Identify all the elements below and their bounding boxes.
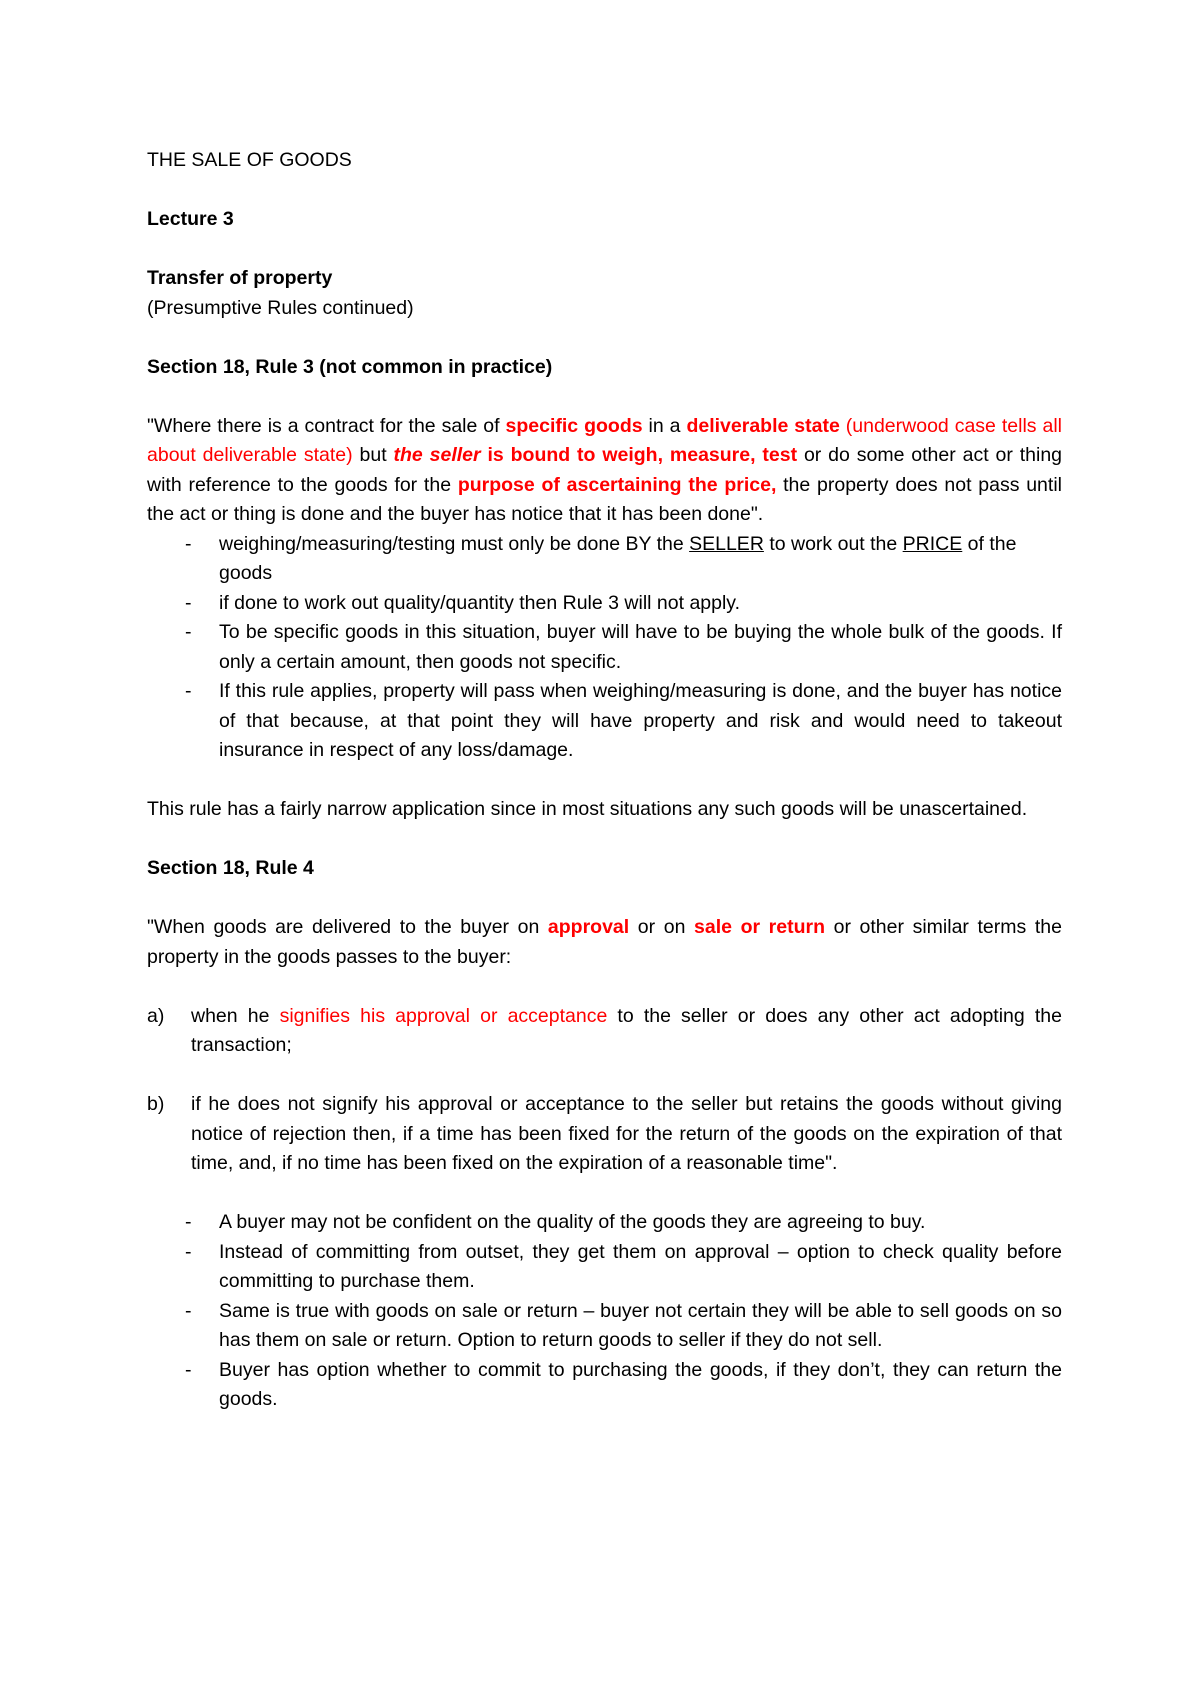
bullet-text: Buyer has option whether to commit to purchasing the goods, if they don’t, they can return the goods. [219, 1358, 1062, 1410]
rule4-quote-text: or other similar terms the property in the goods passes to the buyer: [147, 916, 1062, 968]
rule4-item-b [147, 1090, 1062, 1179]
rule4-bullet-list [147, 1208, 1062, 1415]
list-item [147, 589, 1062, 619]
item-label: b) [147, 1093, 165, 1115]
bullet-text: Instead of committing from outset, they get them on approval – option to check quality before committing to purchase them. [219, 1240, 1062, 1292]
bullet-text: If this rule applies, property will pass when weighing/measuring is done, and the buyer has notice of that because, at that point they will have property and risk and would need to takeout insurance in respect of any loss/damage. [219, 680, 1062, 761]
presumptive-subheading: (Presumptive Rules continued) [147, 296, 414, 319]
list-item [147, 1297, 1062, 1356]
bullet-text: Same is true with goods on sale or return – buyer not certain they will be able to sell goods on so has them on sale or return. Option to return goods to seller if they do not sell. [219, 1299, 1062, 1351]
item-text: to the seller or does any other act adopting the transaction; [191, 1004, 1062, 1056]
section-rule3-heading: Section 18, Rule 3 (not common in practice) [147, 355, 553, 378]
rule4-quote-text: "When goods are delivered to the buyer on [147, 916, 548, 938]
item-text: if he does not signify his approval or acceptance to the seller but retains the goods without giving notice of rejection then, if a time has been fixed for the return of the goods on the expiration of that time, and, if no time has been fixed on the expiration of a reasonable time". [191, 1093, 1062, 1174]
highlight-deliverable-state: deliverable state [686, 414, 840, 437]
list-item [147, 1238, 1062, 1297]
document-body [147, 146, 1062, 1415]
list-item [147, 1208, 1062, 1238]
highlight-the-seller: the seller [393, 444, 481, 466]
dash-marker: - [185, 621, 192, 643]
highlight-specific-goods: specific goods [505, 414, 643, 437]
rule4-item-a [147, 1002, 1062, 1061]
dash-marker: - [185, 591, 192, 614]
rule3-quote-text: the property does not pass until the act or thing is done and the buyer has notice that it has been done". [147, 473, 1062, 525]
highlight-approval: approval [547, 916, 630, 938]
bullet-text: to work out the [763, 532, 903, 555]
bullet-text: if done to work out quality/quantity then Rule 3 will not apply. [219, 591, 741, 614]
list-item [147, 677, 1062, 766]
highlight-signifies-approval: signifies his approval or acceptance [279, 1004, 608, 1027]
rule3-bullet-list [147, 530, 1062, 766]
dash-marker: - [185, 1358, 192, 1381]
list-item [147, 1356, 1062, 1415]
rule3-quote-text: "Where there is a contract for the sale of [147, 414, 506, 437]
underlined-seller: SELLER [689, 532, 764, 555]
list-item [147, 618, 1062, 677]
bullet-text: To be specific goods in this situation, buyer will have to be buying the whole bulk of the goods. If only a certain amount, then goods not specific. [219, 621, 1062, 673]
transfer-heading: Transfer of property [147, 267, 333, 289]
highlight-underwood-note: (underwood case tells all about deliverable state) [147, 414, 1062, 466]
bullet-text: of the goods [219, 532, 1017, 584]
dash-marker: - [185, 532, 192, 555]
document-title: THE SALE OF GOODS [147, 149, 352, 171]
dash-marker: - [185, 1299, 192, 1322]
lecture-heading: Lecture 3 [147, 208, 234, 230]
section-rule4-heading: Section 18, Rule 4 [147, 857, 314, 879]
rule3-quote-text: but [352, 444, 394, 466]
rule3-quote [147, 412, 1062, 530]
highlight-weigh-measure-test: is bound to weigh, measure, test [480, 444, 798, 466]
rule4-quote [147, 913, 1062, 972]
underlined-price: PRICE [902, 532, 963, 555]
dash-marker: - [185, 680, 192, 702]
list-item [147, 530, 1062, 589]
bullet-text: weighing/measuring/testing must only be done BY the [219, 532, 690, 555]
rule4-quote-text: or on [629, 916, 695, 938]
bullet-text: A buyer may not be confident on the quality of the goods they are agreeing to buy. [219, 1211, 926, 1233]
item-label: a) [147, 1004, 165, 1027]
rule3-quote-text: or do some other act or thing with reference to the goods for the [147, 444, 1063, 496]
dash-marker: - [185, 1211, 192, 1233]
rule3-quote-text: in a [642, 414, 687, 437]
highlight-ascertaining-price: purpose of ascertaining the price, [457, 473, 777, 496]
dash-marker: - [185, 1240, 192, 1263]
item-text: when he [191, 1004, 280, 1027]
highlight-sale-or-return: sale or return [694, 916, 826, 938]
rule3-note: This rule has a fairly narrow application since in most situations any such goods will be unascertained. [147, 798, 1028, 820]
